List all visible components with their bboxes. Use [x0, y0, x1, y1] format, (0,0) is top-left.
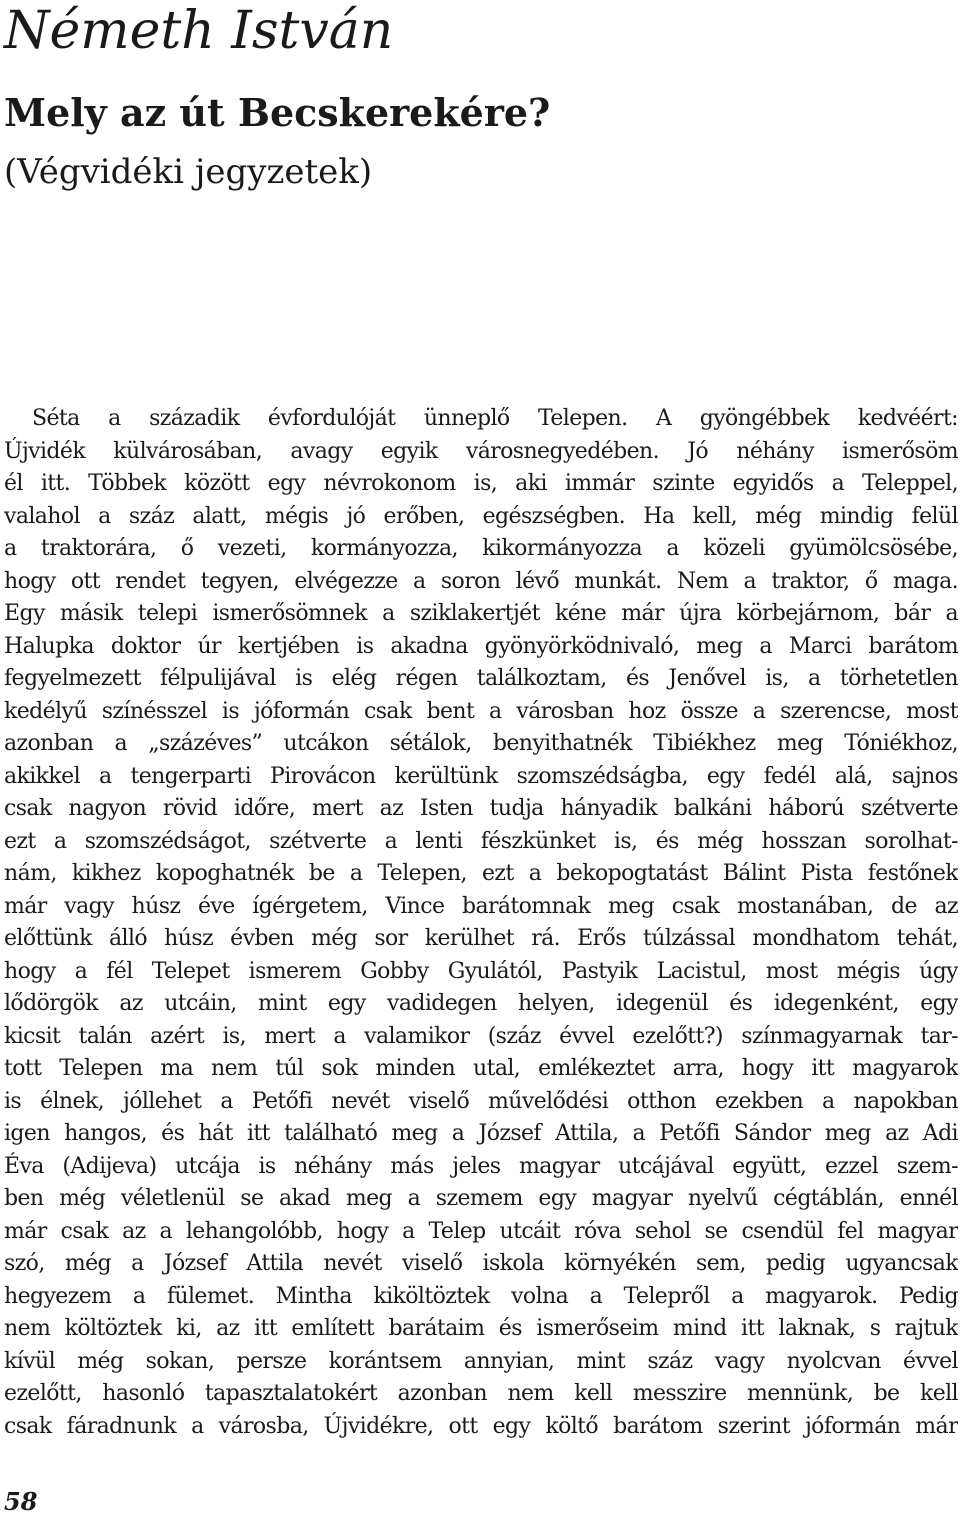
paragraph-line: már csak az a lehangolóbb, hogy a Telep utcáit róva sehol se csendül fel magyar — [4, 1218, 958, 1244]
paragraph-line: Halupka doktor úr kertjében is akadna gyönyörködnivaló, meg a Marci barátom — [4, 633, 958, 659]
paragraph-line: Séta a századik évfordulóját ünneplő Telepen. A gyöngébbek kedvéért: — [32, 406, 958, 431]
paragraph-line: tott Telepen ma nem túl sok minden utal, emlékeztet arra, hogy itt magyarok — [4, 1056, 958, 1081]
article-title: Mely az út Becskerekére? — [4, 90, 551, 135]
paragraph-line: már vagy húsz éve ígérgetem, Vince barátomnak meg csak mostanában, de az — [4, 893, 958, 919]
paragraph-line: nám, kikhez kopoghatnék be a Telepen, ezt a bekopogtatást Bálint Pista festőnek — [4, 861, 958, 886]
paragraph-line: csak nagyon rövid időre, mert az Isten tudja hányadik balkáni háború szétverte — [4, 796, 958, 821]
paragraph-line: kedélyű színésszel is jóformán csak bent a városban hoz össze a szerencse, most — [4, 698, 958, 724]
paragraph-line: hogy ott rendet tegyen, elvégezze a soron lévő munkát. Nem a traktor, ő maga. — [4, 568, 958, 594]
paragraph-line: ezt a szomszédságot, szétverte a lenti fészkünket is, és még hosszan sorolhat- — [4, 828, 958, 854]
paragraph-line: nem költöztek ki, az itt említett barátaim és ismerőseim mind itt laknak, s rajtuk — [4, 1316, 958, 1341]
paragraph-line: Egy másik telepi ismerősömnek a sziklakertjét kéne már újra körbejárnom, bár a — [4, 601, 958, 626]
paragraph-line: él itt. Többek között egy névrokonom is, aki immár szinte egyidős a Teleppel, — [4, 471, 958, 496]
paragraph-line: hegyezem a fülemet. Mintha kiköltöztek volna a Telepről a magyarok. Pedig — [4, 1283, 958, 1309]
article-body — [4, 403, 958, 1443]
paragraph-line: azonban a „százéves” utcákon sétálok, benyithatnék Tibiékhez meg Tóniékhoz, — [4, 731, 958, 756]
paragraph-line: Éva (Adijeva) utcája is néhány más jeles magyar utcájával együtt, ezzel szem- — [4, 1153, 958, 1179]
paragraph-line: előttünk álló húsz évben még sor kerülhet rá. Erős túlzással mondhatom tehát, — [4, 926, 958, 951]
paragraph-line: kicsit talán azért is, mert a valamikor (száz évvel ezelőtt?) színmagyarnak tar- — [4, 1023, 958, 1049]
paragraph-line: ben még véletlenül se akad meg a szemem egy magyar nyelvű cégtáblán, ennél — [4, 1186, 958, 1211]
paragraph-line: valahol a száz alatt, mégis jó erőben, egészségben. Ha kell, még mindig felül — [4, 503, 958, 529]
paragraph-line: fegyelmezett félpulijával is elég régen találkoztam, és Jenővel is, a törhetetlen — [4, 666, 958, 691]
article-subtitle: (Végvidéki jegyzetek) — [4, 152, 373, 192]
paragraph-line: szó, még a József Attila nevét viselő iskola környékén sem, pedig ugyancsak — [4, 1251, 958, 1276]
paragraph-line: hogy a fél Telepet ismerem Gobby Gyulától, Pastyik Lacistul, most mégis úgy — [4, 958, 958, 984]
paragraph-line: csak fáradnunk a városba, Újvidékre, ott egy költő barátom szerint jóformán már — [4, 1413, 958, 1439]
page-number: 58 — [4, 1487, 38, 1516]
paragraph-line: lődörgök az utcáin, mint egy vadidegen helyen, idegenül és idegenként, egy — [4, 991, 958, 1016]
paragraph-line: igen hangos, és hát itt található meg a József Attila, a Petőfi Sándor meg az Adi — [4, 1121, 958, 1146]
paragraph-line: is élnek, jóllehet a Petőfi nevét viselő művelődési otthon ezekben a napokban — [4, 1088, 958, 1114]
paragraph-line: akikkel a tengerparti Pirovácon kerültünk szomszédságba, egy fedél alá, sajnos — [4, 763, 958, 789]
paragraph-line: ezelőtt, hasonló tapasztalatokért azonban nem kell messzire mennünk, be kell — [4, 1381, 958, 1406]
author-name: Németh István — [4, 1, 394, 61]
paragraph-line: a traktorára, ő vezeti, kormányozza, kikormányozza a közeli gyümölcsösébe, — [4, 536, 958, 561]
paragraph-line: Újvidék külvárosában, avagy egyik városnegyedében. Jó néhány ismerősöm — [4, 438, 958, 464]
paragraph-line: kívül még sokan, persze korántsem annyian, mint száz vagy nyolcvan évvel — [4, 1348, 958, 1374]
